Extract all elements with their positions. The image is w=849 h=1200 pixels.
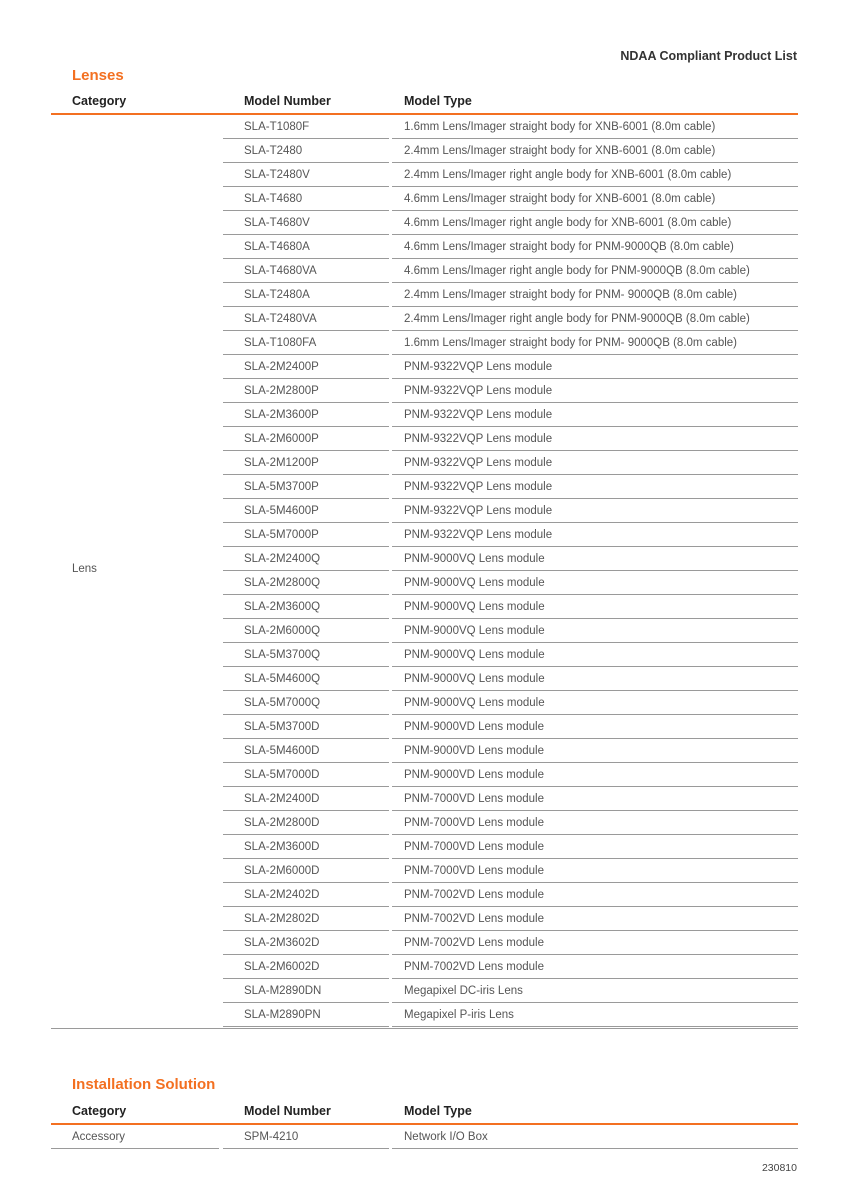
document-title: NDAA Compliant Product List bbox=[620, 49, 797, 63]
table-row bbox=[51, 835, 798, 859]
model-number: SLA-5M4600D bbox=[244, 745, 320, 757]
model-type: PNM-9000VD Lens module bbox=[404, 769, 544, 781]
model-number: SLA-5M3700Q bbox=[244, 649, 321, 661]
table-row bbox=[51, 235, 798, 259]
model-number: SLA-2M2400D bbox=[244, 793, 320, 805]
table-row bbox=[51, 787, 798, 811]
model-number: SLA-2M6002D bbox=[244, 961, 320, 973]
model-type: PNM-9322VQP Lens module bbox=[404, 529, 553, 541]
model-type: PNM-9322VQP Lens module bbox=[404, 433, 553, 445]
model-type: 4.6mm Lens/Imager right angle body for PNM-9000QB (8.0m cable) bbox=[404, 265, 750, 277]
model-type: PNM-7000VD Lens module bbox=[404, 841, 544, 853]
model-type: 4.6mm Lens/Imager straight body for PNM-9000QB (8.0m cable) bbox=[404, 241, 734, 253]
model-number: SLA-T4680V bbox=[244, 217, 310, 229]
table-row bbox=[51, 259, 798, 283]
model-type: PNM-7002VD Lens module bbox=[404, 913, 544, 925]
category-label: Lens bbox=[72, 563, 97, 575]
model-number: SLA-T2480VA bbox=[244, 313, 317, 325]
table-row bbox=[51, 283, 798, 307]
table-row bbox=[51, 619, 798, 643]
table-row bbox=[51, 1125, 798, 1149]
model-number: SLA-2M2800P bbox=[244, 385, 319, 397]
table-row bbox=[51, 475, 798, 499]
model-number: SLA-T1080F bbox=[244, 121, 310, 133]
section-title-installation: Installation Solution bbox=[72, 1076, 216, 1093]
model-number: SLA-2M3602D bbox=[244, 937, 320, 949]
model-number: SLA-M2890DN bbox=[244, 985, 322, 997]
model-number: SLA-T2480 bbox=[244, 145, 303, 157]
model-number: SLA-2M2800D bbox=[244, 817, 320, 829]
row-rule bbox=[51, 1148, 219, 1149]
table-row bbox=[51, 979, 798, 1003]
table-row bbox=[51, 931, 798, 955]
model-type: PNM-7002VD Lens module bbox=[404, 937, 544, 949]
table-row bbox=[51, 403, 798, 427]
table-row bbox=[51, 355, 798, 379]
model-type: 2.4mm Lens/Imager right angle body for PNM-9000QB (8.0m cable) bbox=[404, 313, 750, 325]
category-label: Accessory bbox=[72, 1131, 126, 1143]
table-bottom-rule bbox=[51, 1028, 798, 1029]
header-category: Category bbox=[72, 1104, 127, 1118]
model-number: SLA-5M7000P bbox=[244, 529, 319, 541]
model-type: Megapixel DC-iris Lens bbox=[404, 985, 523, 997]
model-number: SLA-T1080FA bbox=[244, 337, 317, 349]
table-row bbox=[51, 667, 798, 691]
model-number: SLA-5M7000Q bbox=[244, 697, 321, 709]
footer-code: 230810 bbox=[761, 1162, 797, 1174]
model-type: PNM-9000VD Lens module bbox=[404, 721, 544, 733]
row-rule bbox=[392, 1026, 798, 1027]
table-row bbox=[51, 907, 798, 931]
model-number: SLA-5M3700P bbox=[244, 481, 319, 493]
table-row bbox=[51, 139, 798, 163]
lenses-table bbox=[51, 90, 798, 1027]
table-row bbox=[51, 955, 798, 979]
model-type: 2.4mm Lens/Imager straight body for PNM- 9000QB (8.0m cable) bbox=[404, 289, 738, 301]
table-header bbox=[51, 1100, 798, 1125]
model-type: PNM-9322VQP Lens module bbox=[404, 505, 553, 517]
model-type: PNM-7000VD Lens module bbox=[404, 793, 544, 805]
model-number: SLA-5M4600Q bbox=[244, 673, 321, 685]
row-rule bbox=[223, 1026, 389, 1027]
table-row bbox=[51, 115, 798, 139]
model-number: SLA-T2480A bbox=[244, 289, 310, 301]
table-row bbox=[51, 739, 798, 763]
model-type: 4.6mm Lens/Imager right angle body for XNB-6001 (8.0m cable) bbox=[404, 217, 732, 229]
model-number: SLA-T4680 bbox=[244, 193, 303, 205]
row-rule bbox=[223, 1148, 389, 1149]
model-number: SLA-T4680VA bbox=[244, 265, 317, 277]
model-type: PNM-9322VQP Lens module bbox=[404, 457, 553, 469]
model-number: SLA-T2480V bbox=[244, 169, 310, 181]
model-number: SLA-2M6000D bbox=[244, 865, 320, 877]
table-row bbox=[51, 451, 798, 475]
table-row bbox=[51, 187, 798, 211]
model-number: SLA-2M3600Q bbox=[244, 601, 321, 613]
model-type: PNM-7002VD Lens module bbox=[404, 889, 544, 901]
table-row bbox=[51, 811, 798, 835]
table-row bbox=[51, 331, 798, 355]
model-type: PNM-9000VQ Lens module bbox=[404, 601, 545, 613]
model-type: 1.6mm Lens/Imager straight body for PNM- 9000QB (8.0m cable) bbox=[404, 337, 738, 349]
table-row bbox=[51, 715, 798, 739]
header-category: Category bbox=[72, 94, 127, 108]
model-number: SLA-2M2802D bbox=[244, 913, 320, 925]
model-number: SLA-2M2402D bbox=[244, 889, 320, 901]
model-type: Network I/O Box bbox=[404, 1131, 488, 1143]
model-type: PNM-7000VD Lens module bbox=[404, 817, 544, 829]
model-type: PNM-9000VQ Lens module bbox=[404, 673, 545, 685]
table-row bbox=[51, 499, 798, 523]
table-row bbox=[51, 1003, 798, 1027]
header-model-number: Model Number bbox=[244, 1104, 331, 1118]
lens-rows bbox=[51, 115, 798, 1027]
table-row bbox=[51, 307, 798, 331]
model-type: PNM-9322VQP Lens module bbox=[404, 361, 553, 373]
table-row bbox=[51, 859, 798, 883]
header-model-type: Model Type bbox=[404, 94, 472, 108]
model-type: PNM-9000VD Lens module bbox=[404, 745, 544, 757]
section-title-lenses: Lenses bbox=[72, 67, 124, 84]
header-model-number: Model Number bbox=[244, 94, 331, 108]
model-type: PNM-9000VQ Lens module bbox=[404, 577, 545, 589]
header-model-type: Model Type bbox=[404, 1104, 472, 1118]
model-type: PNM-9000VQ Lens module bbox=[404, 649, 545, 661]
model-number: SLA-T4680A bbox=[244, 241, 310, 253]
table-row bbox=[51, 211, 798, 235]
model-number: SLA-2M6000Q bbox=[244, 625, 321, 637]
table-row bbox=[51, 547, 798, 571]
table-row bbox=[51, 883, 798, 907]
table-row bbox=[51, 763, 798, 787]
table-header bbox=[51, 90, 798, 115]
model-number: SLA-2M6000P bbox=[244, 433, 319, 445]
model-number: SLA-2M2800Q bbox=[244, 577, 321, 589]
model-type: 2.4mm Lens/Imager right angle body for XNB-6001 (8.0m cable) bbox=[404, 169, 732, 181]
model-number: SLA-2M1200P bbox=[244, 457, 319, 469]
model-type: PNM-7000VD Lens module bbox=[404, 865, 544, 877]
table-row bbox=[51, 691, 798, 715]
model-type: 1.6mm Lens/Imager straight body for XNB-6001 (8.0m cable) bbox=[404, 121, 716, 133]
table-row bbox=[51, 427, 798, 451]
model-type: PNM-7002VD Lens module bbox=[404, 961, 544, 973]
model-type: PNM-9322VQP Lens module bbox=[404, 409, 553, 421]
model-type: 4.6mm Lens/Imager straight body for XNB-6001 (8.0m cable) bbox=[404, 193, 716, 205]
model-number: SPM-4210 bbox=[244, 1131, 299, 1143]
installation-rows bbox=[51, 1125, 798, 1149]
model-type: PNM-9322VQP Lens module bbox=[404, 481, 553, 493]
model-type: PNM-9000VQ Lens module bbox=[404, 697, 545, 709]
model-number: SLA-2M2400Q bbox=[244, 553, 321, 565]
model-type: PNM-9322VQP Lens module bbox=[404, 385, 553, 397]
model-number: SLA-5M3700D bbox=[244, 721, 320, 733]
model-type: PNM-9000VQ Lens module bbox=[404, 625, 545, 637]
model-number: SLA-2M3600D bbox=[244, 841, 320, 853]
model-type: 2.4mm Lens/Imager straight body for XNB-6001 (8.0m cable) bbox=[404, 145, 716, 157]
table-row bbox=[51, 523, 798, 547]
table-row bbox=[51, 379, 798, 403]
model-number: SLA-M2890PN bbox=[244, 1009, 321, 1021]
table-row bbox=[51, 571, 798, 595]
model-number: SLA-5M7000D bbox=[244, 769, 320, 781]
model-number: SLA-2M3600P bbox=[244, 409, 319, 421]
model-number: SLA-5M4600P bbox=[244, 505, 319, 517]
table-row bbox=[51, 163, 798, 187]
model-type: PNM-9000VQ Lens module bbox=[404, 553, 545, 565]
installation-table bbox=[51, 1100, 798, 1149]
model-number: SLA-2M2400P bbox=[244, 361, 319, 373]
table-row bbox=[51, 643, 798, 667]
row-rule bbox=[392, 1148, 798, 1149]
model-type: Megapixel P-iris Lens bbox=[404, 1009, 514, 1021]
table-row bbox=[51, 595, 798, 619]
